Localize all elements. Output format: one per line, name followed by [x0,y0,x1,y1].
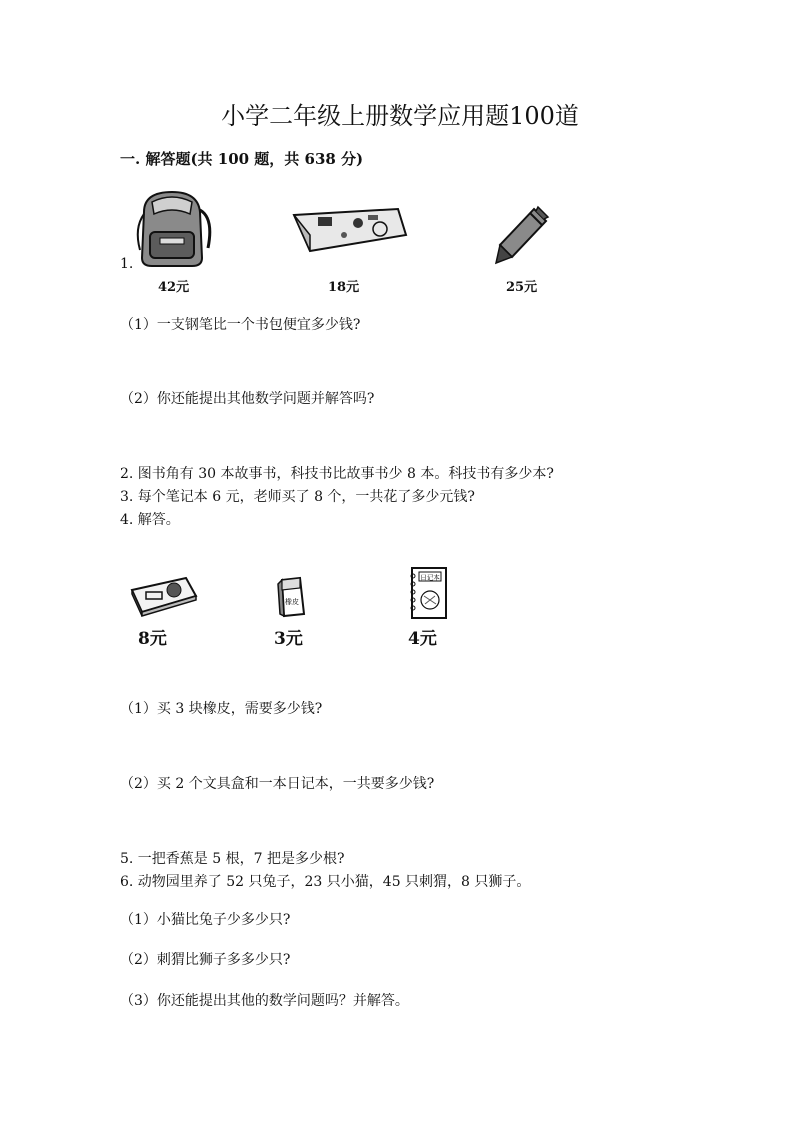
question-5: 5. 一把香蕉是 5 根，7 把是多少根? [120,851,345,867]
question-6: 6. 动物园里养了 52 只兔子，23 只小猫，45 只刺猬，8 只狮子。 [120,874,531,890]
question-3: 3. 每个笔记本 6 元，老师买了 8 个，一共花了多少元钱? [120,489,475,505]
page-title: 小学二年级上册数学应用题100道 [221,102,579,130]
eraser-label: 橡皮 [285,598,299,606]
price-stationery-box: 8元 [138,629,167,649]
question-2: 2. 图书角有 30 本故事书，科技书比故事书少 8 本。科技书有多少本? [120,466,554,482]
price-eraser: 3元 [274,629,303,649]
diary-icon [408,566,450,622]
backpack-icon [132,188,214,270]
price-backpack: 42元 [158,280,190,295]
question-4: 4. 解答。 [120,512,180,528]
fountain-pen-icon [490,205,552,267]
question-1-number: 1. [120,256,134,272]
question-6-sub-2: （2）刺猬比狮子多多少只? [120,952,291,968]
stationery-box-icon [128,574,200,618]
question-6-sub-3: （3）你还能提出其他的数学问题吗？并解答。 [120,993,409,1009]
question-1-sub-2: （2）你还能提出其他数学问题并解答吗? [120,391,375,407]
diary-label: 日记本 [420,573,440,582]
section-heading: 一. 解答题(共 100 题，共 638 分) [120,150,364,168]
question-1-sub-1: （1）一支钢笔比一个书包便宜多少钱? [120,317,361,333]
price-fountain-pen: 25元 [506,280,538,295]
price-pencil-box: 18元 [328,280,360,295]
price-diary: 4元 [408,629,437,649]
question-4-sub-2: （2）买 2 个文具盒和一本日记本，一共要多少钱? [120,776,435,792]
eraser-icon [276,576,306,618]
question-6-sub-1: （1）小猫比兔子少多少只? [120,912,291,928]
question-4-sub-1: （1）买 3 块橡皮，需要多少钱? [120,701,323,717]
pencil-box-icon [288,205,410,257]
